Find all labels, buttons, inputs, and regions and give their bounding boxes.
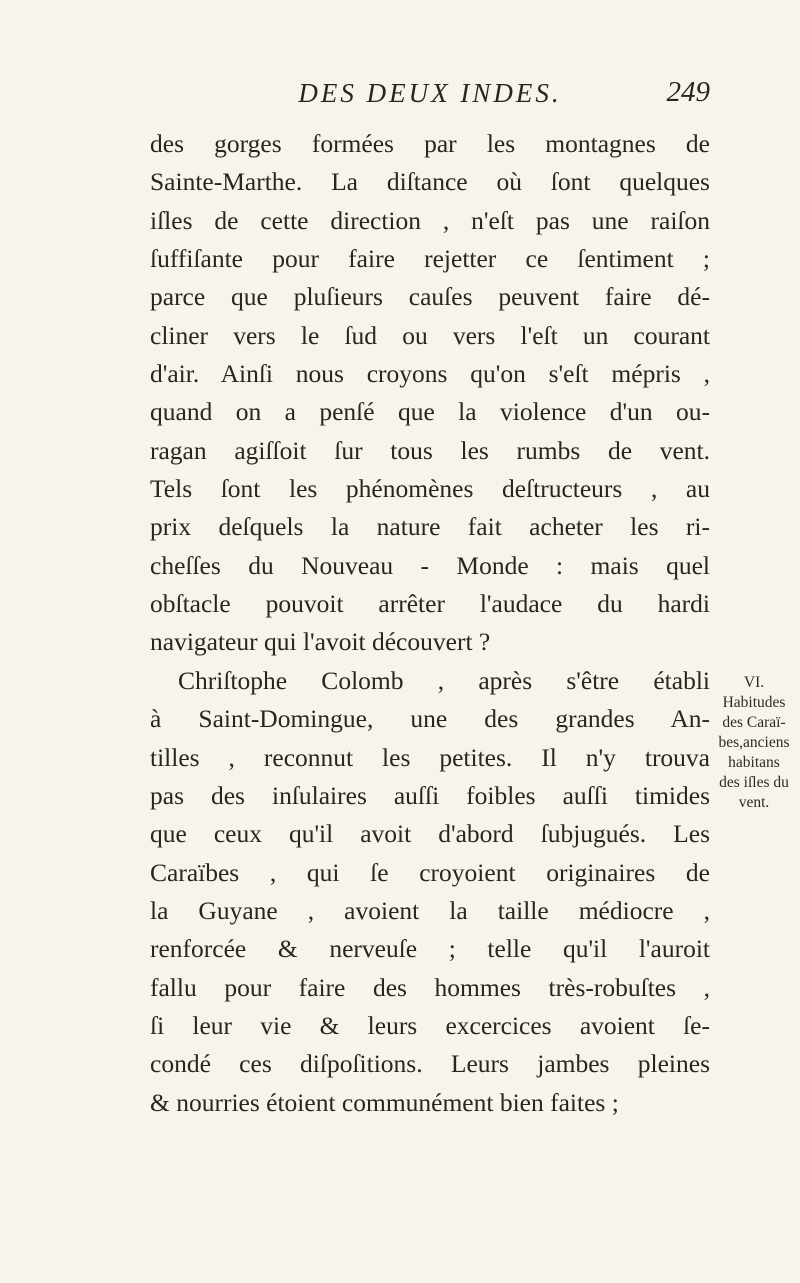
text-line: Caraïbes , qui ſe croyoient originaires de <box>150 857 710 887</box>
text-line: Tels ſont les phénomènes deſtructeurs , au <box>150 474 710 504</box>
text-line: obſtacle pouvoit arrêter l'audace du hardi <box>150 589 710 619</box>
text-line: cliner vers le ſud ou vers l'eſt un courant <box>150 320 710 350</box>
margin-note-line: habitans <box>728 754 780 771</box>
margin-note-line: Habitudes <box>722 694 786 711</box>
margin-note-line: VI. <box>743 674 765 691</box>
text-line: ſi leur vie & leurs excercices avoient ſe- <box>150 1010 710 1040</box>
text-line: condé ces diſpoſitions. Leurs jambes pleines <box>150 1049 710 1079</box>
text-line: la Guyane , avoient la taille médiocre , <box>150 895 710 925</box>
text-line: cheſſes du Nouveau - Monde : mais quel <box>150 550 710 580</box>
text-line: quand on a penſé que la violence d'un ou- <box>150 397 710 427</box>
page-number: 249 <box>666 76 710 108</box>
text-line: Sainte-Marthe. La diſtance où ſont quelques <box>150 167 710 197</box>
text-line: renforcée & nerveuſe ; telle qu'il l'auroit <box>150 934 710 964</box>
text-line: ragan agiſſoit ſur tous les rumbs de vent. <box>150 435 710 465</box>
text-line: d'air. Ainſi nous croyons qu'on s'eſt mépris , <box>150 359 710 389</box>
text-line: Chriſtophe Colomb , après s'être établi <box>178 665 710 695</box>
text-line: à Saint-Domingue, une des grandes An- <box>150 704 710 734</box>
page-header <box>150 78 710 118</box>
margin-note-line: bes,anciens <box>718 734 790 751</box>
text-line: prix deſquels la nature fait acheter les ri- <box>150 512 710 542</box>
text-line: fallu pour faire des hommes très-robuſtes , <box>150 972 710 1002</box>
margin-note-line: des Caraï- <box>722 714 786 731</box>
text-line: tilles , reconnut les petites. Il n'y trouva <box>150 742 710 772</box>
text-line: navigateur qui l'avoit découvert ? <box>150 627 491 657</box>
running-title: DES DEUX INDES. <box>298 78 562 108</box>
text-line: des gorges formées par les montagnes de <box>150 129 710 158</box>
margin-note-line: des iſles du <box>719 774 789 791</box>
margin-note-line: vent. <box>738 794 770 811</box>
text-line: ſuffiſante pour faire rejetter ce ſentiment ; <box>150 244 710 274</box>
text-line: parce que pluſieurs cauſes peuvent faire dé- <box>150 282 710 312</box>
text-line: pas des inſulaires auſſi foibles auſſi timides <box>150 780 710 810</box>
margin-note <box>711 673 797 813</box>
text-line: iſles de cette direction , n'eſt pas une raiſon <box>150 205 710 235</box>
text-line: & nourries étoient communément bien faites ; <box>150 1087 619 1117</box>
text-line: que ceux qu'il avoit d'abord ſubjugués. Les <box>150 819 710 849</box>
body-text <box>150 125 710 1122</box>
